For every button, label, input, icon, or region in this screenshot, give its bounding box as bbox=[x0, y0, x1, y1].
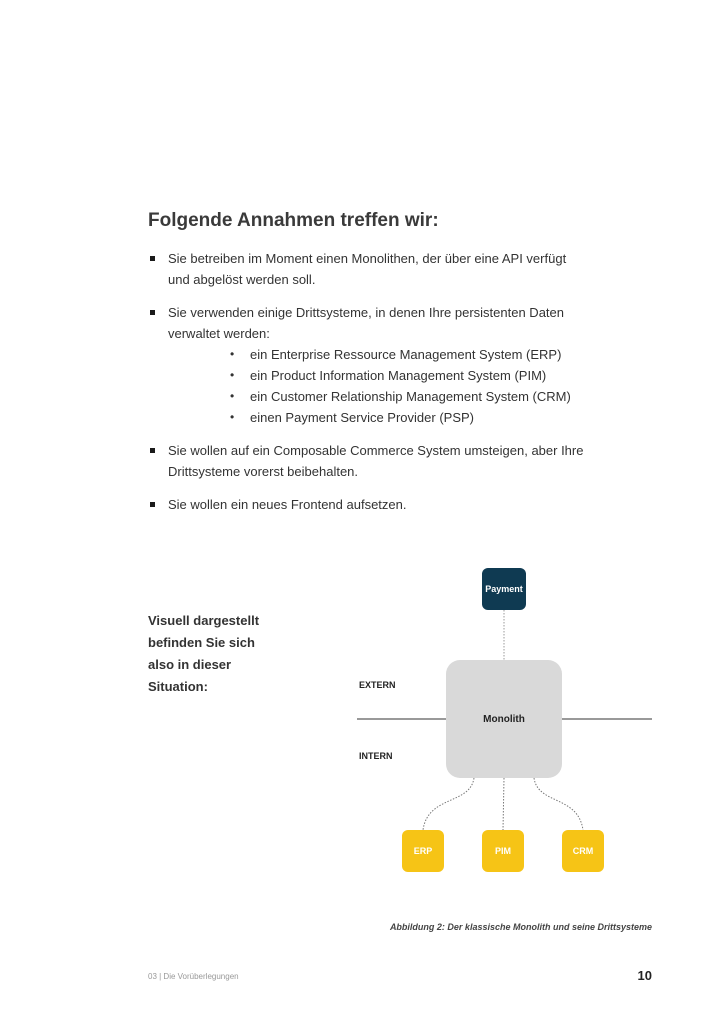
square-bullet-icon bbox=[150, 310, 155, 315]
intro-line: Situation: bbox=[148, 679, 208, 694]
architecture-diagram bbox=[350, 560, 660, 890]
erp-node: ERP bbox=[402, 830, 444, 872]
sub-list-item bbox=[228, 344, 618, 365]
pim-node: PIM bbox=[482, 830, 524, 872]
third-party-system-list bbox=[168, 344, 618, 428]
list-item-text: Drittsysteme vorerst beibehalten. bbox=[168, 464, 359, 479]
page-heading: Folgende Annahmen treffen wir: bbox=[148, 210, 439, 231]
intro-line: also in dieser bbox=[148, 657, 232, 672]
list-item-text: Sie betreiben im Moment einen Monolithen, der über eine API verfügt bbox=[168, 251, 567, 266]
sub-list-item-text: ein Enterprise Ressource Management System (ERP) bbox=[250, 347, 562, 362]
dot-bullet-icon: • bbox=[230, 410, 235, 424]
intern-label: INTERN bbox=[359, 751, 393, 761]
list-item bbox=[148, 440, 618, 482]
connector-erp bbox=[423, 778, 474, 830]
list-item-text: Sie wollen auf ein Composable Commerce System umsteigen, aber Ihre bbox=[168, 443, 584, 458]
footer-section-label: 03 | Die Vorüberlegungen bbox=[148, 972, 239, 981]
list-item bbox=[148, 248, 618, 290]
dot-bullet-icon: • bbox=[230, 389, 235, 403]
sub-list-item bbox=[228, 386, 618, 407]
sub-list-item-text: ein Customer Relationship Management System (CRM) bbox=[250, 389, 571, 404]
square-bullet-icon bbox=[150, 502, 155, 507]
assumption-list bbox=[148, 248, 618, 527]
square-bullet-icon bbox=[150, 256, 155, 261]
connector-crm bbox=[534, 778, 583, 830]
list-item-text: und abgelöst werden soll. bbox=[168, 272, 316, 287]
sub-list-item-text: einen Payment Service Provider (PSP) bbox=[250, 410, 474, 425]
intro-line: befinden Sie sich bbox=[148, 635, 255, 650]
intro-line: Visuell dargestellt bbox=[148, 613, 260, 628]
square-bullet-icon bbox=[150, 448, 155, 453]
sub-list-item bbox=[228, 407, 618, 428]
payment-node: Payment bbox=[482, 568, 526, 610]
list-item bbox=[148, 302, 618, 428]
dot-bullet-icon: • bbox=[230, 347, 235, 361]
sub-list-item bbox=[228, 365, 618, 386]
page-number: 10 bbox=[637, 968, 652, 983]
sub-list-item-text: ein Product Information Management System (PIM) bbox=[250, 368, 547, 383]
crm-node: CRM bbox=[562, 830, 604, 872]
list-item-text: verwaltet werden: bbox=[168, 326, 270, 341]
list-item bbox=[148, 494, 618, 515]
figure-caption: Abbildung 2: Der klassische Monolith und seine Drittsysteme bbox=[389, 922, 652, 932]
list-item-text: Sie verwenden einige Drittsysteme, in denen Ihre persistenten Daten bbox=[168, 305, 564, 320]
diagram-intro-text bbox=[148, 610, 288, 698]
dot-bullet-icon: • bbox=[230, 368, 235, 382]
monolith-node: Monolith bbox=[446, 660, 562, 778]
list-item-text: Sie wollen ein neues Frontend aufsetzen. bbox=[168, 497, 407, 512]
extern-label: EXTERN bbox=[359, 680, 396, 690]
connector-pim bbox=[503, 778, 504, 830]
